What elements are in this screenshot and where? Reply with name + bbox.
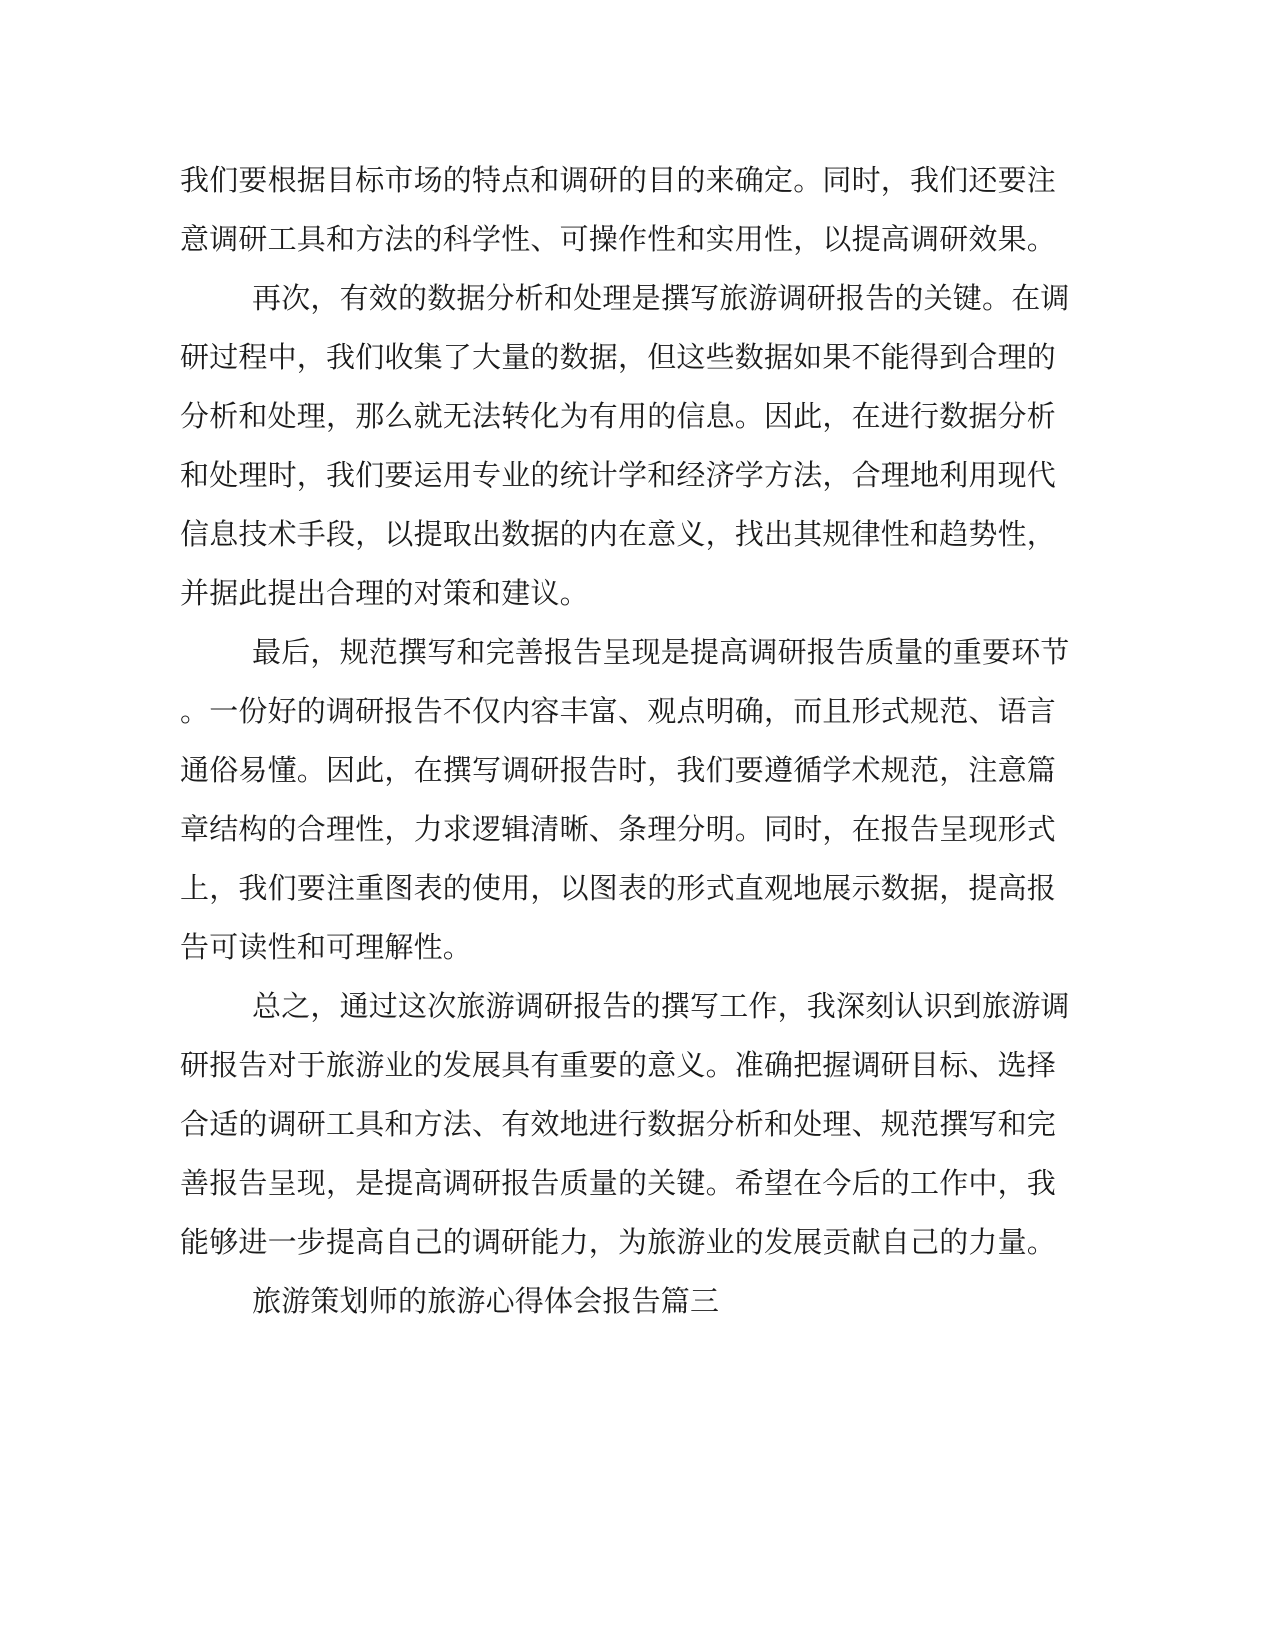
text-line: 意调研工具和方法的科学性、可操作性和实用性，以提高调研效果。 bbox=[180, 222, 1057, 256]
text-line: 信息技术手段，以提取出数据的内在意义，找出其规律性和趋势性， bbox=[180, 517, 1057, 551]
paragraph-start-line: 最后，规范撰写和完善报告呈现是提高调研报告质量的重要环节 bbox=[252, 635, 1070, 669]
text-line: 研报告对于旅游业的发展具有重要的意义。准确把握调研目标、选择 bbox=[180, 1048, 1057, 1082]
text-line: 我们要根据目标市场的特点和调研的目的来确定。同时，我们还要注 bbox=[180, 163, 1057, 197]
text-line: 能够进一步提高自己的调研能力，为旅游业的发展贡献自己的力量。 bbox=[180, 1225, 1057, 1259]
text-line: 和处理时，我们要运用专业的统计学和经济学方法，合理地利用现代 bbox=[180, 458, 1057, 492]
paragraph-start-line: 总之，通过这次旅游调研报告的撰写工作，我深刻认识到旅游调 bbox=[252, 989, 1070, 1023]
text-line: 研过程中，我们收集了大量的数据，但这些数据如果不能得到合理的 bbox=[180, 340, 1057, 374]
text-line: 并据此提出合理的对策和建议。 bbox=[180, 576, 589, 610]
text-line: 善报告呈现，是提高调研报告质量的关键。希望在今后的工作中，我 bbox=[180, 1166, 1057, 1200]
text-line: 告可读性和可理解性。 bbox=[180, 930, 473, 964]
text-line: 分析和处理，那么就无法转化为有用的信息。因此，在进行数据分析 bbox=[180, 399, 1057, 433]
text-line: 章结构的合理性，力求逻辑清晰、条理分明。同时，在报告呈现形式 bbox=[180, 812, 1057, 846]
paragraph-start-line: 再次，有效的数据分析和处理是撰写旅游调研报告的关键。在调 bbox=[252, 281, 1070, 315]
text-line: 通俗易懂。因此，在撰写调研报告时，我们要遵循学术规范，注意篇 bbox=[180, 753, 1057, 787]
text-line: 上，我们要注重图表的使用，以图表的形式直观地展示数据，提高报 bbox=[180, 871, 1057, 905]
text-line: 。一份好的调研报告不仅内容丰富、观点明确，而且形式规范、语言 bbox=[180, 694, 1057, 728]
text-line: 合适的调研工具和方法、有效地进行数据分析和处理、规范撰写和完 bbox=[180, 1107, 1057, 1141]
section-heading: 旅游策划师的旅游心得体会报告篇三 bbox=[252, 1284, 720, 1318]
